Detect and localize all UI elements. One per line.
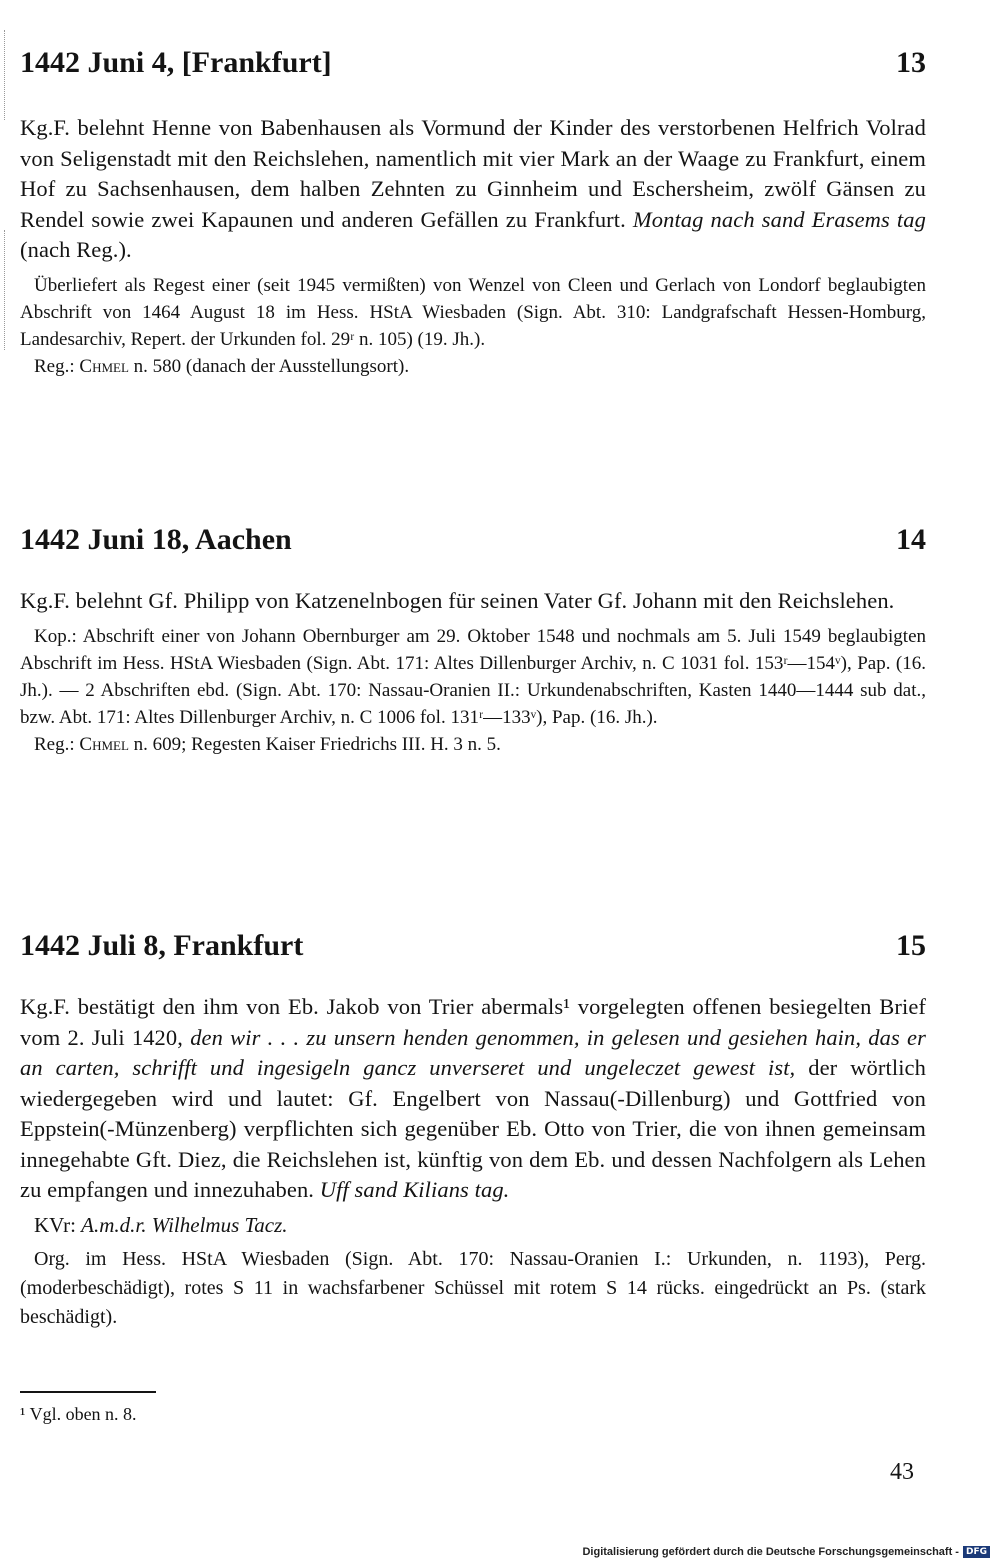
margin-mark: [4, 230, 6, 350]
entry-summary: Kg.F. belehnt Gf. Philipp von Katzenelnbogen für seinen Vater Gf. Johann mit den Reichslehen.: [20, 588, 895, 613]
entry-13: [20, 45, 926, 380]
tradition-note: Kop.: Abschrift einer von Johann Obernburger am 29. Oktober 1548 und nochmals am 5. Juli 1549 beglaubigten Abschrift im Hess. HStA Wiesbaden (Sign. Abt. 171: Altes Dillenburger Archiv, n. C 1031 fol. 153ʳ—154ᵛ), Pap. (16. Jh.). — 2 Abschriften ebd. (Sign. Abt. 170: Nassau-Oranien II.: Urkundenabschriften, Kasten 1440—1444 sub dat., bzw. Abt. 171: Altes Dillenburger Archiv, n. C 1006 fol. 131ʳ—133ᵛ), Pap. (16. Jh.).: [20, 625, 926, 728]
page-number: 43: [890, 1459, 914, 1485]
entry-summary: Kg.F. bestätigt den ihm von Eb. Jakob von Trier abermals¹ vorgelegten offenen besiegelten Brief vom 2. Juli 1420, den wir . . . zu unsern henden genommen, in gelesen und gesiehen hain, das er an carten, schrifft und ingesigeln gancz unverseret und ungeleczet gewest ist, der wörtlich wiedergegeben wird und lautet: Gf. Engelbert von Nassau(-Dillenburg) und Gottfried von Eppstein(-Münzenberg) verpflichten sich gegenüber Eb. Otto von Trier, die von ihnen gemeinsam innegehabte Gft. Diez, die Reichslehen ist, künftig von dem Eb. und dessen Nachfolgern als Lehen zu empfangen und innezuhaben. Uff sand Kilians tag.: [20, 994, 926, 1202]
text-quote: den wir . . . zu unsern henden genommen, in gelesen und gesiehen hain, das er an carten, schrifft und ingesigeln gancz unverseret und ungeleczet gewest ist,: [20, 1024, 926, 1080]
entry-number: 14: [896, 523, 926, 556]
regest-note: Reg.: Chmel n. 609; Regesten Kaiser Friedrichs III. H. 3 n. 5.: [34, 733, 501, 755]
entry-date-place: 1442 Juli 8, Frankfurt: [20, 929, 304, 962]
entry-heading: [20, 45, 926, 81]
tradition-note: Überliefert als Regest einer (seit 1945 vermißten) von Wenzel von Cleen und Gerlach von Londorf beglaubigten Abschrift von 1464 August 18 im Hess. HStA Wiesbaden (Sign. Abt. 310: Landgrafschaft Hessen-Homburg, Landesarchiv, Repert. der Urkunden fol. 29ʳ n. 105) (19. Jh.).: [20, 274, 926, 350]
entry-number: 13: [896, 46, 926, 79]
credit-text: Digitalisierung gefördert durch die Deutsche Forschungsgemeinschaft -: [582, 1546, 959, 1558]
entry-date-place: 1442 Juni 18, Aachen: [20, 523, 292, 556]
entry-number: 15: [896, 929, 926, 962]
entry-heading: [20, 522, 926, 558]
entry-date-place: 1442 Juni 4, [Frankfurt]: [20, 46, 332, 79]
entry-14: [20, 522, 926, 758]
kvr-note: KVr: A.m.d.r. Wilhelmus Tacz.: [34, 1212, 288, 1237]
date-quote: Uff sand Kilians tag.: [319, 1177, 510, 1202]
entry-heading: [20, 928, 926, 964]
dfg-logo: DFG: [963, 1546, 990, 1558]
entry-15: [20, 928, 926, 1332]
footnote-rule: [20, 1391, 156, 1393]
margin-mark: [4, 30, 6, 120]
date-quote: Montag nach sand Erasems tag: [632, 206, 926, 232]
footnote: ¹ Vgl. oben n. 8.: [20, 1404, 137, 1424]
regest-note: Reg.: Chmel n. 580 (danach der Ausstellungsort).: [34, 355, 410, 377]
digitization-credit: [582, 1546, 990, 1558]
tradition-note: Org. im Hess. HStA Wiesbaden (Sign. Abt. 170: Nassau-Oranien I.: Urkunden, n. 1193), Perg. (moderbeschädigt), rotes S 11 in wachsfarbener Schüssel mit rotem S 14 rücks. eingedrückt an Ps. (stark beschädigt).: [20, 1247, 926, 1328]
entry-summary: Kg.F. belehnt Henne von Babenhausen als Vormund der Kinder des verstorbenen Helfrich Volrad von Seligenstadt mit den Reichslehen, namentlich mit vier Mark an der Waage zu Frankfurt, einem Hof zu Sachsenhausen, dem halben Zehnten zu Ginnheim und Eschersheim, zwölf Gänsen zu Rendel sowie zwei Kapaunen und anderen Gefällen zu Frankfurt. Montag nach sand Erasems tag (nach Reg.).: [20, 115, 926, 262]
